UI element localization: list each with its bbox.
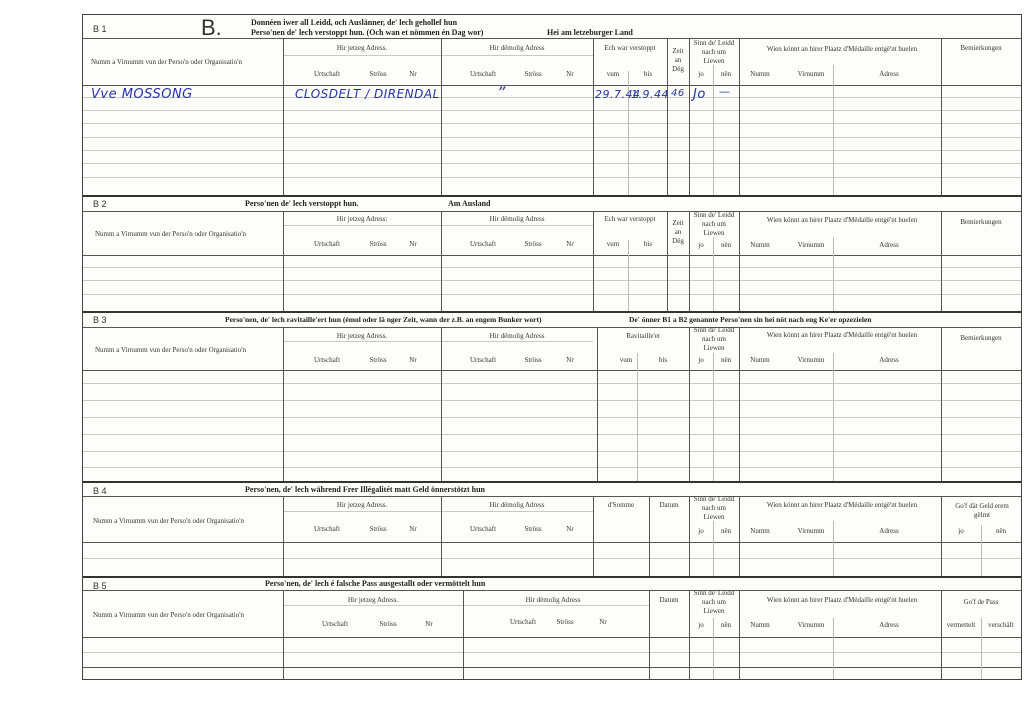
b3-adress-label: Adress	[879, 356, 899, 364]
b3-nr-label: Nr	[409, 356, 417, 364]
hw-person-name: Vve MOSSONG	[91, 87, 193, 102]
b1-former-nr-label: Nr	[566, 70, 574, 78]
b2-yes-label: jo	[698, 241, 704, 249]
b5-former-urtschaft-label: Urtschaft	[509, 618, 537, 626]
b3-alive-header: Sinn de' Leidd nach um Liewen	[693, 326, 735, 352]
b2-name-header: Numm a Virnumm vun der Perso'n oder Organisatio'n	[95, 230, 246, 238]
section-b2-land: Am Ausland	[448, 199, 491, 208]
b2-former-stross-label: Ströss	[524, 240, 542, 248]
b5-medal-header: Wien könnt an hirer Plaatz d'Médaille entgë'nt huelen	[766, 596, 918, 604]
b3-former-nr-label: Nr	[566, 356, 574, 364]
b2-days-header: Zeit an Dëg	[672, 219, 684, 245]
b1-from-label: vum	[606, 70, 620, 78]
b1-former-address-header: Hir dëmolig Adress	[489, 44, 545, 52]
b3-former-stross-label: Ströss	[524, 356, 542, 364]
b1-alive-header: Sinn de' Leidd nach um Liewen	[693, 39, 735, 65]
b4-current-address-header: Hir jetzeg Adress.	[336, 501, 388, 509]
b3-stross-label: Ströss	[369, 356, 387, 364]
b2-virnumm-label: Virnumm	[797, 241, 825, 249]
b2-nr-label: Nr	[409, 240, 417, 248]
b1-medal-header: Wien könnt an hirer Plaatz d'Médaille entgë'nt huelen	[766, 45, 918, 53]
b5-name-header: Numm a Virnumm vun der Perso'n oder Organisatio'n	[93, 611, 244, 619]
b4-medal-header: Wien könnt an hirer Plaatz d'Médaille entgë'nt huelen	[766, 501, 918, 509]
b2-remarks-header: Bemierkungen	[960, 218, 1002, 226]
b2-from-label: vum	[606, 240, 620, 248]
b4-amount-header: d'Somme	[607, 501, 635, 509]
b2-alive-header: Sinn de' Leidd nach um Liewen	[693, 211, 735, 237]
b1-days-header: Zeit an Dëg	[672, 47, 684, 73]
b5-current-address-header: Hir jetzeg Adress.	[347, 596, 399, 604]
b4-name-header: Numm a Virnumm vun der Perso'n oder Organisatio'n	[93, 517, 244, 525]
b4-no-label: nën	[720, 527, 732, 535]
b5-no-label: nën	[720, 621, 732, 629]
b4-former-stross-label: Ströss	[524, 525, 542, 533]
b5-pass-header: Go'f de Pass	[963, 598, 999, 606]
b2-adress-label: Adress	[879, 241, 899, 249]
b3-former-address-header: Hir dëmolig Adress	[489, 332, 545, 340]
b5-virnumm-label: Virnumm	[797, 621, 825, 629]
form-letter: B.	[201, 15, 222, 40]
b4-yes-label: jo	[698, 527, 704, 535]
b3-supplied-header: Ravitaille'et	[626, 332, 660, 340]
b1-numm-label: Numm	[750, 70, 770, 78]
b5-mediated-label: vermettelt	[946, 621, 976, 629]
hw-hidden-to: 1.9.44	[631, 88, 669, 101]
hw-alive-no: —	[719, 85, 731, 98]
hw-current-urtschaft: CLOSDELT / DIRENDAL	[295, 87, 440, 101]
b5-alive-header: Sinn de' Leidd nach um Liewen	[693, 589, 735, 615]
hw-ditto-mark: ”	[497, 83, 506, 102]
b1-virnumm-label: Virnumm	[797, 70, 825, 78]
form-sheet	[82, 14, 1022, 680]
b1-no-label: nën	[720, 70, 732, 78]
section-code-b5: B 5	[93, 581, 107, 591]
b5-nr-label: Nr	[425, 620, 433, 628]
b1-former-urtschaft-label: Urtschaft	[469, 70, 497, 78]
b2-to-label: bis	[643, 240, 653, 248]
b2-former-urtschaft-label: Urtschaft	[469, 240, 497, 248]
b1-stross-label: Ströss	[369, 70, 387, 78]
section-b4-title: Perso'nen, de' lech während Frer Illégalitét matt Geld önnerstötzt hun	[245, 485, 485, 494]
form-title: Donnéen iwer all Leidd, och Auslänner, de' lech gehollef hun	[251, 18, 458, 27]
b2-no-label: nën	[720, 241, 732, 249]
b2-medal-header: Wien könnt an hirer Plaatz d'Médaille entgë'nt huelen	[766, 216, 918, 224]
section-b1-title: Perso'nen de' lech verstoppt hun. (Och wan et nömmen én Dag wor)	[251, 28, 484, 37]
section-b3-title: Perso'nen, de' lech ravitaille'ert hun (émol oder lä nger Zeit, wann der z.B. an engem Bunker wort)	[225, 315, 542, 324]
b4-date-header: Datum	[659, 501, 679, 509]
b5-date-header: Datum	[659, 596, 679, 604]
b4-money-yes-label: jo	[958, 527, 964, 535]
hw-days: 46	[671, 88, 685, 99]
b5-former-stross-label: Ströss	[556, 618, 574, 626]
b3-medal-header: Wien könnt an hirer Plaatz d'Médaille entgë'nt huelen	[766, 331, 918, 339]
b3-virnumm-label: Virnumm	[797, 356, 825, 364]
b4-nr-label: Nr	[409, 525, 417, 533]
b2-stross-label: Ströss	[369, 240, 387, 248]
b5-adress-label: Adress	[879, 621, 899, 629]
b4-former-nr-label: Nr	[566, 525, 574, 533]
b2-former-address-header: Hir dëmolig Adress	[489, 215, 545, 223]
b3-remarks-header: Bemierkungen	[960, 334, 1002, 342]
section-code-b1: B 1	[93, 24, 107, 34]
b5-former-nr-label: Nr	[599, 618, 607, 626]
b3-former-urtschaft-label: Urtschaft	[469, 356, 497, 364]
b4-former-address-header: Hir dëmolig Adress	[489, 501, 545, 509]
section-code-b4: B 4	[93, 486, 107, 496]
b4-money-no-label: nën	[995, 527, 1007, 535]
b3-name-header: Numm a Virnumm vun der Perso'n oder Organisatio'n	[95, 346, 246, 354]
section-code-b3: B 3	[93, 315, 107, 325]
b4-urtschaft-label: Urtschaft	[313, 525, 341, 533]
b5-yes-label: jo	[698, 621, 704, 629]
b4-virnumm-label: Virnumm	[797, 527, 825, 535]
b3-no-label: nën	[720, 356, 732, 364]
b1-hidden-header: Ech war verstoppt	[604, 44, 656, 52]
b2-hidden-header: Ech war verstoppt	[604, 215, 656, 223]
b3-urtschaft-label: Urtschaft	[313, 356, 341, 364]
b3-numm-label: Numm	[750, 356, 770, 364]
b2-current-address-header: Hir jetzeg Adress:	[336, 215, 388, 223]
b4-former-urtschaft-label: Urtschaft	[469, 525, 497, 533]
b1-current-address-header: Hir jetzeg Adress.	[336, 44, 388, 52]
b2-urtschaft-label: Urtschaft	[313, 240, 341, 248]
section-b5-title: Perso'nen, de' lech é falsche Pass ausgestallt oder vermöttelt hun	[265, 579, 486, 588]
b3-current-address-header: Hir jetzeg Adress.	[336, 332, 388, 340]
b2-former-nr-label: Nr	[566, 240, 574, 248]
b5-procured-label: verschäft	[988, 621, 1014, 629]
b3-to-label: bis	[658, 356, 668, 364]
hw-alive-yes: Jo	[693, 87, 706, 102]
b1-name-header: Numm a Virnumm vun der Perso'n oder Organisatio'n	[91, 58, 242, 66]
hw-hidden-from: 29.7.44	[595, 88, 641, 101]
b1-urtschaft-label: Urtschaft	[313, 70, 341, 78]
b5-stross-label: Ströss	[379, 620, 397, 628]
b4-adress-label: Adress	[879, 527, 899, 535]
section-b3-note: De' önner B1 a B2 genannte Perso'nen sin hei nöt nach eng Ke'er opzezielen	[629, 315, 872, 324]
b1-nr-label: Nr	[409, 70, 417, 78]
b4-money-returned-header: Go'f dät Geld erem gëlmt	[955, 502, 1009, 519]
b1-yes-label: jo	[698, 70, 704, 78]
b5-urtschaft-label: Urtschaft	[321, 620, 349, 628]
section-b1-land: Hei am letzeburger Land	[547, 28, 633, 37]
b1-former-stross-label: Ströss	[524, 70, 542, 78]
b4-stross-label: Ströss	[369, 525, 387, 533]
b1-remarks-header: Bemierkungen	[960, 44, 1002, 52]
b4-numm-label: Numm	[750, 527, 770, 535]
b3-yes-label: jo	[698, 356, 704, 364]
b4-alive-header: Sinn de' Leidd nach um Liewen	[693, 495, 735, 521]
section-b2-title: Perso'nen de' lech verstoppt hun.	[245, 199, 359, 208]
b1-to-label: bis	[643, 70, 653, 78]
b2-numm-label: Numm	[750, 241, 770, 249]
b1-adress-label: Adress	[879, 70, 899, 78]
b5-former-address-header: Hir dëmolig Adress	[525, 596, 581, 604]
b3-from-label: vum	[619, 356, 633, 364]
section-code-b2: B 2	[93, 199, 107, 209]
b5-numm-label: Numm	[750, 621, 770, 629]
